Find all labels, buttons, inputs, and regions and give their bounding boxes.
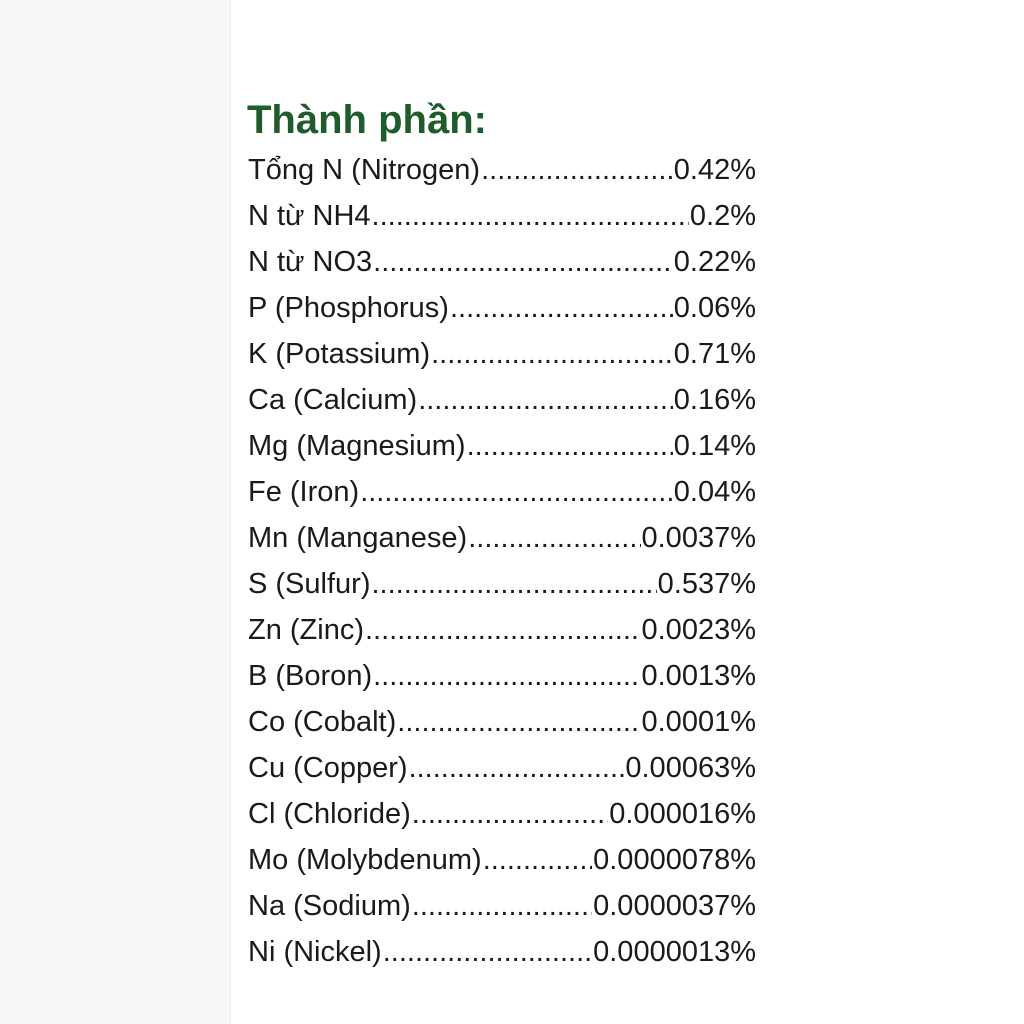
composition-row [248,936,756,982]
dot-leader [409,752,625,785]
element-percentage: 0.000016% [609,798,756,830]
composition-row [248,614,756,660]
composition-row [248,890,756,936]
element-percentage: 0.0000078% [593,844,756,876]
element-percentage: 0.0037% [641,522,756,554]
element-percentage: 0.22% [673,246,756,278]
composition-row [248,844,756,890]
element-label: N từ NO3 [248,246,373,278]
composition-row [248,338,756,384]
element-label: S (Sulfur) [248,568,371,600]
element-label: Ca (Calcium) [248,384,418,416]
element-label: Mn (Manganese) [248,522,468,554]
composition-row [248,430,756,476]
element-percentage: 0.71% [673,338,756,370]
dot-leader [371,568,656,601]
dot-leader [418,384,673,417]
element-label: Ni (Nickel) [248,936,382,968]
composition-row [248,752,756,798]
element-percentage: 0.16% [673,384,756,416]
dot-leader [383,936,592,969]
element-label: Zn (Zinc) [248,614,364,646]
element-label: N từ NH4 [248,200,371,232]
dot-leader [468,522,640,555]
element-label: Cu (Copper) [248,752,408,784]
element-percentage: 0.00063% [625,752,756,784]
dot-leader [373,660,640,693]
composition-row [248,246,756,292]
element-percentage: 0.0000013% [593,936,756,968]
composition-row [248,476,756,522]
dot-leader [365,614,641,647]
element-label: Fe (Iron) [248,476,360,508]
element-label: Mg (Magnesium) [248,430,466,462]
element-percentage: 0.04% [673,476,756,508]
dot-leader [481,154,673,187]
dot-leader [397,706,640,739]
element-percentage: 0.0000037% [593,890,756,922]
dot-leader [412,798,608,831]
element-label: P (Phosphorus) [248,292,449,324]
element-percentage: 0.0001% [641,706,756,738]
element-label: Na (Sodium) [248,890,411,922]
composition-row [248,798,756,844]
element-percentage: 0.0023% [641,614,756,646]
element-label: Tổng N (Nitrogen) [248,154,481,186]
element-percentage: 0.2% [689,200,756,232]
dot-leader [372,200,689,233]
composition-row [248,522,756,568]
element-percentage: 0.0013% [641,660,756,692]
element-percentage: 0.42% [673,154,756,186]
element-percentage: 0.06% [673,292,756,324]
element-label: Mo (Molybdenum) [248,844,482,876]
dot-leader [483,844,592,877]
composition-row [248,200,756,246]
composition-list [248,154,756,982]
element-label: B (Boron) [248,660,373,692]
element-label: K (Potassium) [248,338,431,370]
composition-row [248,384,756,430]
element-label: Co (Cobalt) [248,706,397,738]
composition-row [248,706,756,752]
composition-heading: Thành phần: [247,98,487,142]
dot-leader [467,430,673,463]
composition-row [248,154,756,200]
composition-row [248,660,756,706]
composition-row [248,292,756,338]
dot-leader [431,338,673,371]
dot-leader [450,292,673,325]
dot-leader [373,246,673,279]
element-label: Cl (Chloride) [248,798,411,830]
element-percentage: 0.14% [673,430,756,462]
element-percentage: 0.537% [657,568,756,600]
composition-row [248,568,756,614]
dot-leader [412,890,592,923]
dot-leader [360,476,673,509]
